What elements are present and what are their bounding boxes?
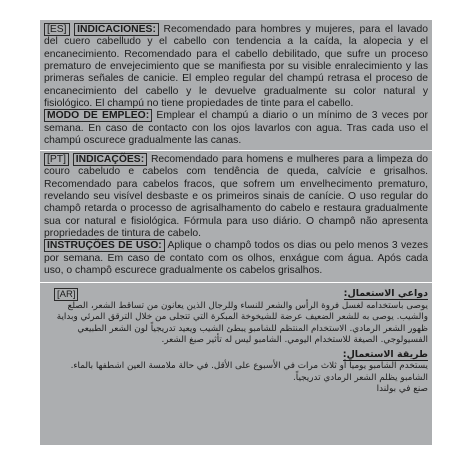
ar-usage-text: يستخدم الشامبو يومياً أو ثلاث مرات في الأسبوع على الأقل. في حالة ملامسة العين اشطفها بالماء. الشامبو يظلم الشعر الرمادي تدريجياً. [70, 361, 428, 383]
ar-lang-tag: [AR] [54, 288, 78, 301]
es-lang-tag: [ES] [44, 23, 70, 36]
divider-es-pt [40, 150, 432, 151]
section-es [44, 24, 428, 147]
ar-indications-text: يوصى باستخدامه لغسل فروة الرأس والشعر للنساء وللرجال الذين يعانون من تساقط الشعر، الصلع والشيب. يوصى به للشعر الضعيف عرضة للشيخوخة المبكرة التي تتجلى من خلال الترقق المرئي وبداية ظهور الشعر الرمادي. الاستخدام المنتظم للشامبو يبطئ الشيب ويعيد تدريجياً لون الشعر الطبيعي الفسيولوجي. الصيغة للاستخدام اليومي. الشامبو ليس له تأثير صبغ الشعر. [56, 300, 428, 345]
pt-lang-tag: [PT] [44, 153, 69, 166]
es-usage-text: Emplear el champú a diario o un mínimo de 3 veces por semana. En caso de contacto con los ojos lavarlos con agua. Tras cada uso el champú oscurece gradualmente las canas. [44, 110, 428, 147]
ar-origin-text: صنع في بولندا [376, 384, 428, 394]
ar-indications-heading-line [44, 288, 428, 301]
es-usage-paragraph [44, 110, 428, 147]
pt-indications-heading: INDICAÇÕES: [73, 153, 147, 166]
es-indications-text: Recomendado para hombres y mujeres, para el lavado del cuero cabelludo y el cabello con tendencia a la caída, la alopecia y el encanecimiento. Recomendado para el cabello debilitado, que sufre un proceso prematuro de envejecimiento que se manifiesta por su visible enralecimiento y las primeras señales de canicie. El empleo regular del champú retrasa el proceso de encanecimiento del cabello y le devuelve gradualmente su color natural y fisiológico. El champú no tiene propiedades de tinte para el cabello. [44, 24, 428, 110]
es-indications-heading: INDICACIONES: [74, 23, 159, 36]
pt-indications-text: Recomendado para homens e mulheres para a limpeza do couro cabeludo e cabelos com tendência de queda, calvície e grisalhos. Recomendado para cabelos fracos, que sofrem um envelhecimento prematuro, revelando seu visível desbaste e os primeiros sinais de canície. O uso regular do champô retarda o processo de agrisalhamento do cabelo e restaura gradualmente sua cor natural e fisiológica. Fórmula para uso diário. O champô não apresenta propriedades de tintura de cabelo. [44, 154, 428, 240]
label-panel [40, 20, 432, 445]
ar-usage-heading: طريقة الاستعمال: [342, 348, 428, 360]
pt-indications-paragraph [44, 154, 428, 240]
section-pt [44, 154, 428, 277]
pt-usage-heading: INSTRUÇÕES DE USO: [44, 239, 165, 252]
pt-usage-text: Aplique o champô todos os dias ou pelo menos 3 vezes por semana. Em caso de contato com os olhos, enxágue com água. Após cada uso, o champô escurece gradualmente os cabelos grisalhos. [44, 240, 428, 277]
divider-pt-ar [40, 282, 432, 283]
es-indications-paragraph [44, 24, 428, 110]
es-usage-heading: MODO DE EMPLEO: [44, 109, 152, 122]
ar-usage-heading-line [44, 349, 428, 362]
ar-indications-heading: دواعي الاستعمال: [343, 288, 428, 299]
section-ar [44, 288, 428, 396]
pt-usage-paragraph [44, 240, 428, 277]
